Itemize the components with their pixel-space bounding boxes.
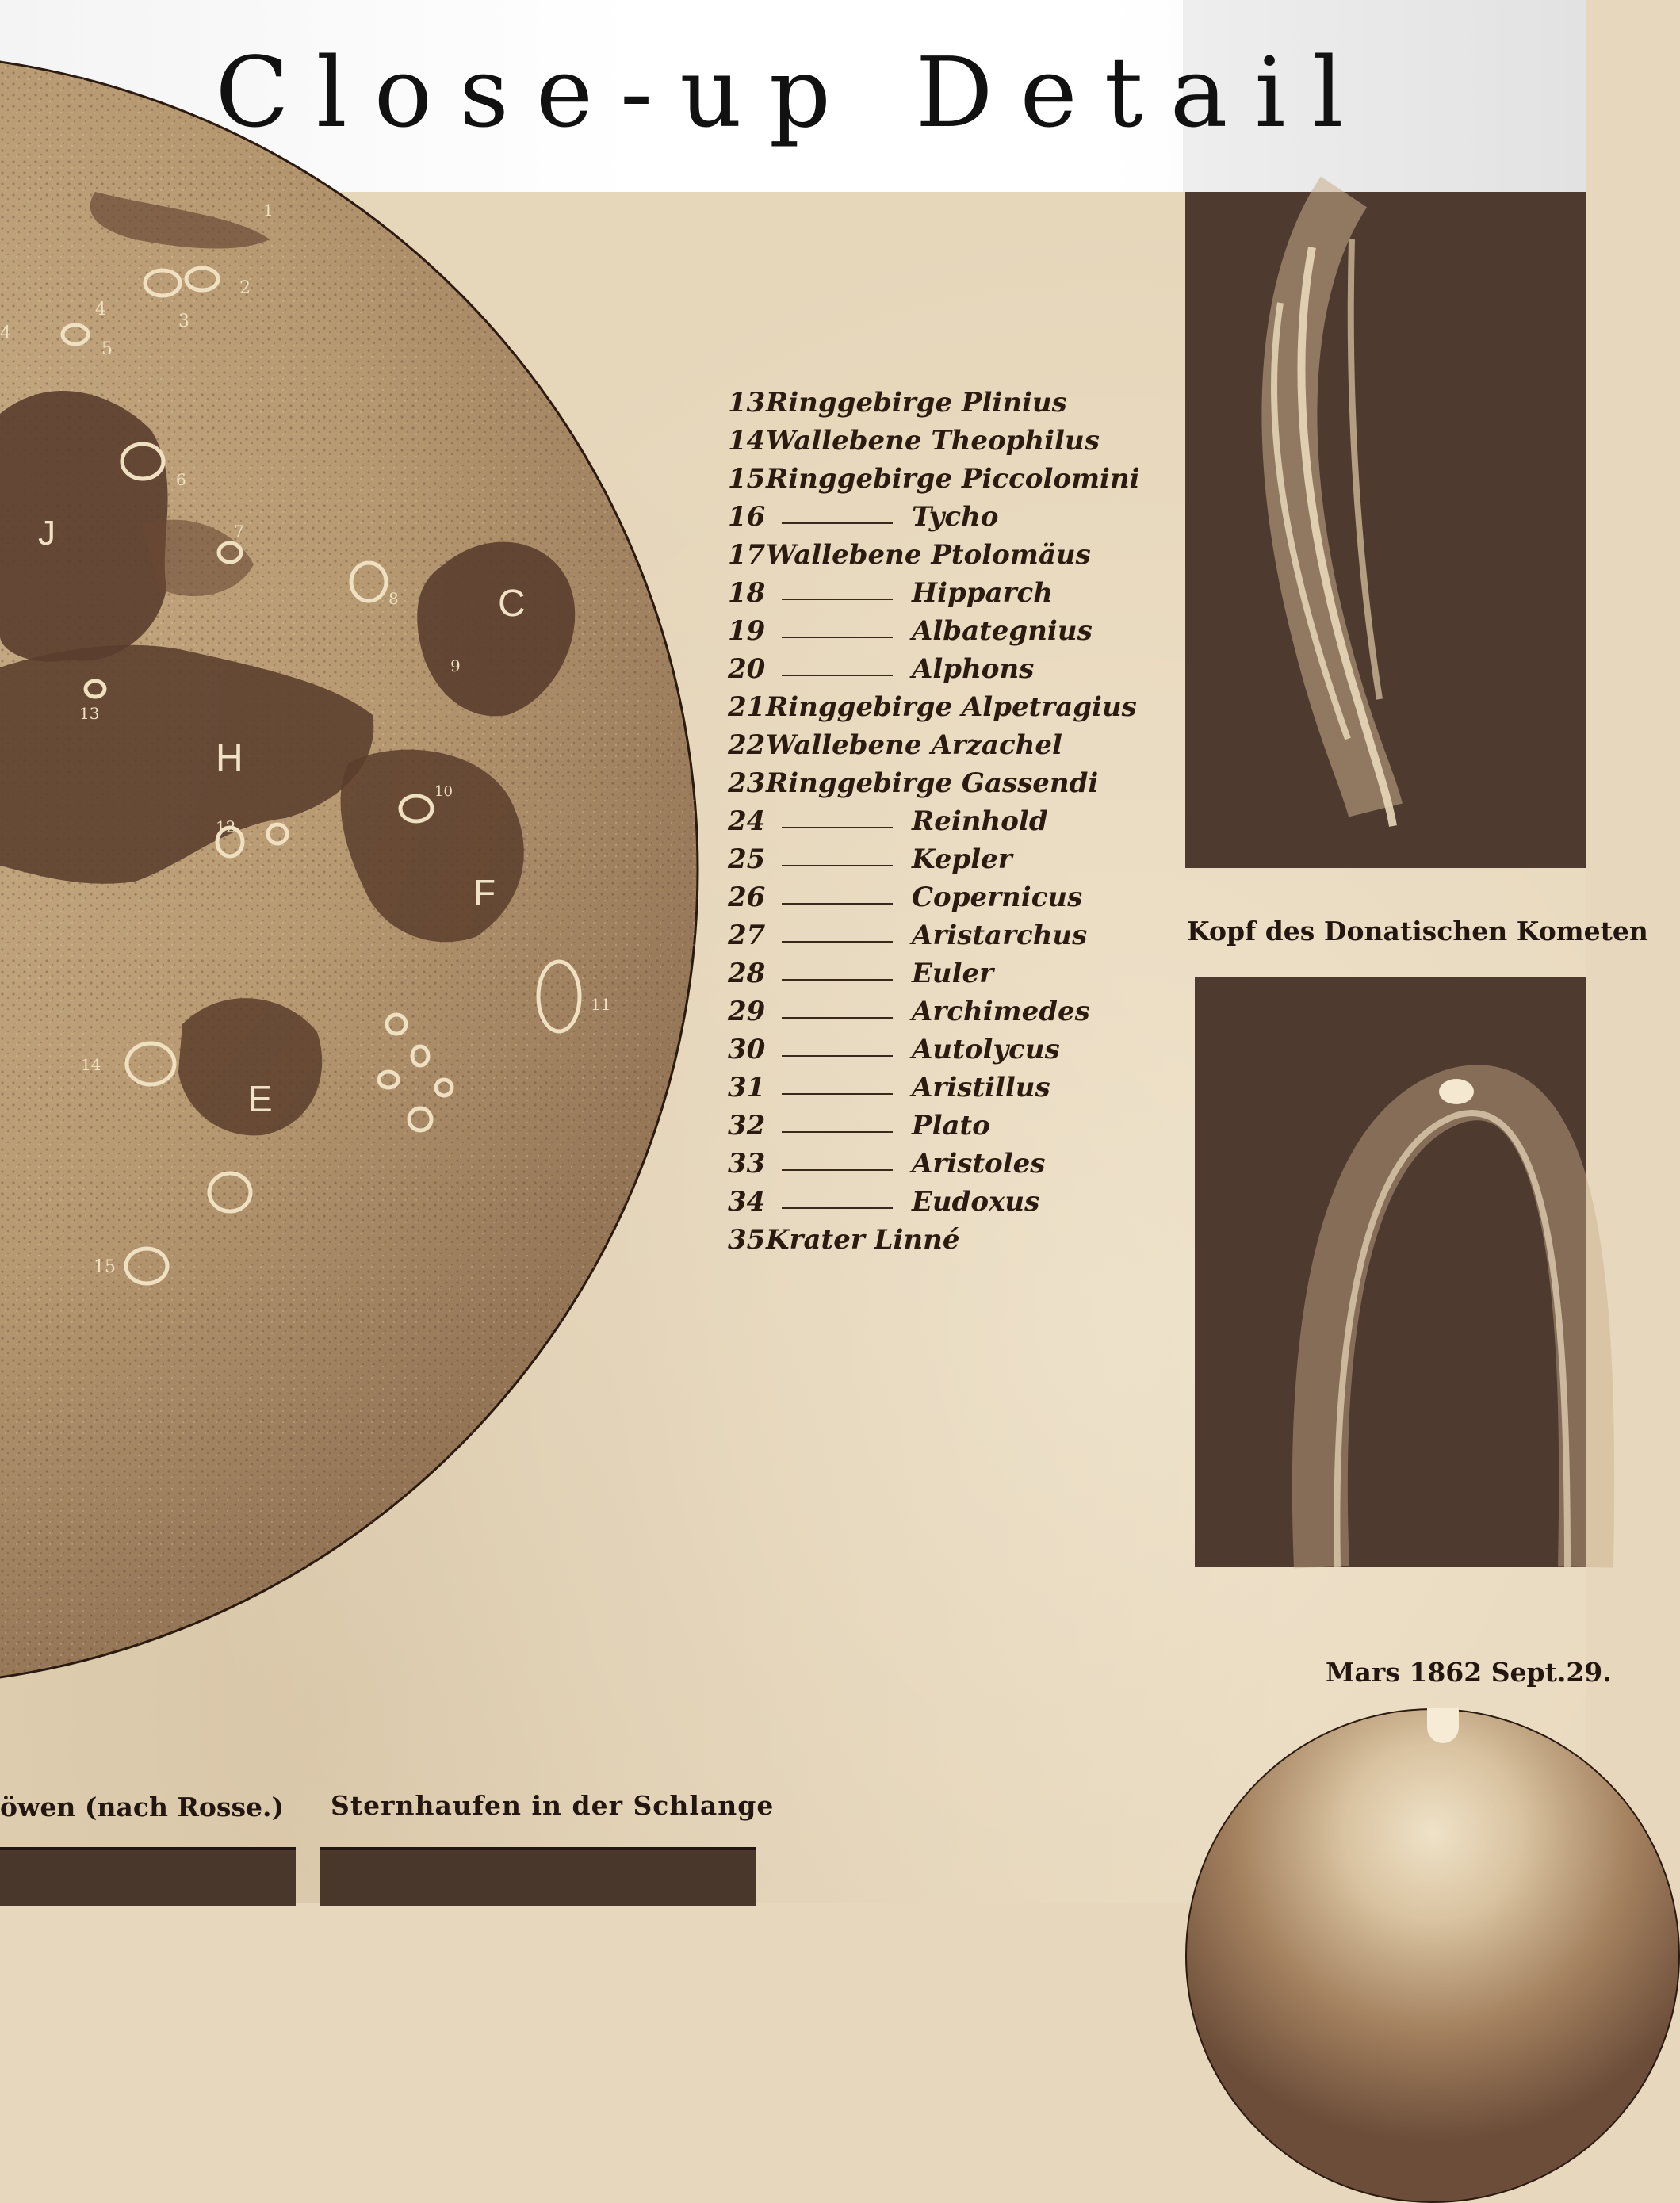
- legend-number: 27: [728, 920, 766, 951]
- legend-number: 33: [728, 1148, 766, 1180]
- legend-dash-line: [782, 1169, 893, 1171]
- region-label-e: E: [248, 1078, 273, 1119]
- legend-text: Tycho: [912, 501, 999, 533]
- nebula-panel: [0, 1847, 296, 1906]
- legend-number: 31: [728, 1072, 766, 1103]
- legend-number: 22: [728, 729, 766, 761]
- legend-text: Alphons: [912, 653, 1035, 685]
- moon-illustration: [0, 192, 706, 1643]
- legend-row: [728, 653, 1172, 691]
- legend-text: Copernicus: [912, 882, 1083, 913]
- legend-row: [728, 882, 1172, 920]
- legend-row: [728, 425, 1172, 463]
- legend-dash-line: [782, 1207, 893, 1209]
- legend-number: 25: [728, 843, 766, 875]
- comet-tail-panel: [1185, 192, 1586, 868]
- moon-drawing: [0, 192, 706, 1643]
- legend-number: 17: [728, 539, 766, 571]
- legend-row: [728, 1072, 1172, 1110]
- crater-number: 8: [388, 589, 399, 608]
- legend-row: [728, 920, 1172, 958]
- region-label-f: F: [473, 872, 496, 913]
- region-label-h: H: [216, 737, 243, 779]
- comet-head-drawing: [1195, 977, 1586, 1567]
- legend-number: 29: [728, 996, 766, 1027]
- legend-row: [728, 1034, 1172, 1072]
- legend-dash-line: [782, 827, 893, 828]
- legend-row: [728, 767, 1172, 805]
- legend-row: [728, 577, 1172, 615]
- legend-number: 21: [728, 691, 766, 723]
- mare-j: [0, 391, 168, 662]
- mars-polar-cap: [1427, 1708, 1459, 1743]
- star-cluster-caption: Sternhaufen in der Schlange: [331, 1790, 775, 1821]
- legend-text: Aristoles: [912, 1148, 1046, 1180]
- legend-text: Aristarchus: [912, 920, 1088, 951]
- legend-dash-line: [782, 1055, 893, 1057]
- legend-number: 15: [728, 463, 766, 495]
- legend-dash-line: [782, 1131, 893, 1133]
- legend-number: 26: [728, 882, 766, 913]
- legend-row: [728, 805, 1172, 843]
- legend-text: Hipparch: [912, 577, 1053, 609]
- crater-number: 14: [81, 1055, 101, 1074]
- crater-number: 3: [178, 312, 189, 331]
- legend-text: Wallebene Ptolomäus: [766, 539, 1091, 571]
- legend-text: Ringgebirge Gassendi: [766, 767, 1099, 799]
- crater-number: 4: [95, 300, 106, 319]
- legend-row: [728, 996, 1172, 1034]
- legend-dash-line: [782, 979, 893, 981]
- legend-text: Albategnius: [912, 615, 1093, 647]
- legend-number: 18: [728, 577, 766, 609]
- legend-row: [728, 1110, 1172, 1148]
- legend-dash-line: [782, 1093, 893, 1095]
- legend-row: [728, 501, 1172, 539]
- legend-text: Ringgebirge Plinius: [766, 387, 1067, 419]
- legend-dash-line: [782, 865, 893, 866]
- crater-number: 1: [263, 201, 274, 220]
- legend-text: Kepler: [912, 843, 1012, 875]
- crater-number: 5: [101, 339, 113, 359]
- legend-number: 34: [728, 1186, 766, 1218]
- legend-row: [728, 615, 1172, 653]
- crater-number: 11: [591, 995, 611, 1014]
- legend-dash-line: [782, 637, 893, 638]
- legend-number: 35: [728, 1224, 766, 1256]
- legend-number: 14: [728, 425, 766, 457]
- legend-text: Wallebene Arzachel: [766, 729, 1062, 761]
- legend-text: Ringgebirge Alpetragius: [766, 691, 1137, 723]
- legend-number: 20: [728, 653, 766, 685]
- legend-row: [728, 729, 1172, 767]
- crater-number: 10: [434, 783, 453, 800]
- legend-number: 28: [728, 958, 766, 989]
- mars-caption: Mars 1862 Sept.29.: [1326, 1657, 1612, 1688]
- legend-text: Plato: [912, 1110, 990, 1142]
- crater-legend: [728, 387, 1172, 1262]
- legend-dash-line: [782, 599, 893, 600]
- legend-dash-line: [782, 903, 893, 905]
- legend-text: Euler: [912, 958, 994, 989]
- nebula-caption: öwen (nach Rosse.): [0, 1792, 285, 1822]
- legend-number: 19: [728, 615, 766, 647]
- region-label-c: C: [498, 583, 526, 625]
- region-label-j: J: [38, 514, 55, 553]
- crater-number: 4: [0, 323, 11, 343]
- legend-dash-line: [782, 522, 893, 524]
- legend-text: Ringgebirge Piccolomini: [766, 463, 1140, 495]
- crater-number: 6: [176, 470, 186, 489]
- legend-number: 32: [728, 1110, 766, 1142]
- legend-row: [728, 958, 1172, 996]
- crater-number: 12: [216, 817, 236, 836]
- legend-text: Aristillus: [912, 1072, 1050, 1103]
- legend-row: [728, 539, 1172, 577]
- legend-text: Reinhold: [912, 805, 1048, 837]
- legend-row: [728, 1224, 1172, 1262]
- crater-number: 7: [234, 522, 244, 541]
- legend-dash-line: [782, 941, 893, 943]
- crater-number: 15: [94, 1257, 116, 1277]
- legend-text: Krater Linné: [766, 1224, 960, 1256]
- legend-row: [728, 463, 1172, 501]
- legend-number: 16: [728, 501, 766, 533]
- legend-text: Autolycus: [912, 1034, 1060, 1065]
- legend-text: Archimedes: [912, 996, 1090, 1027]
- legend-row: [728, 843, 1172, 882]
- legend-number: 30: [728, 1034, 766, 1065]
- legend-row: [728, 1148, 1172, 1186]
- legend-row: [728, 1186, 1172, 1224]
- legend-text: Wallebene Theophilus: [766, 425, 1100, 457]
- legend-number: 24: [728, 805, 766, 837]
- legend-text: Eudoxus: [912, 1186, 1040, 1218]
- legend-number: 23: [728, 767, 766, 799]
- star-cluster-panel: [320, 1847, 756, 1906]
- legend-dash-line: [782, 1017, 893, 1019]
- crater-number: 13: [79, 704, 100, 723]
- legend-number: 13: [728, 387, 766, 419]
- comet-head-caption: Kopf des Donatischen Kometen: [1187, 916, 1648, 947]
- legend-row: [728, 691, 1172, 729]
- mars-drawing: [1185, 1708, 1680, 2203]
- crater-number: 2: [239, 278, 251, 298]
- page-title: Close-up Detail: [215, 36, 1371, 149]
- comet-tail-drawing: [1185, 192, 1586, 868]
- legend-row: [728, 387, 1172, 425]
- crater-number: 9: [450, 656, 461, 675]
- comet-head-panel: [1195, 977, 1586, 1567]
- legend-dash-line: [782, 675, 893, 676]
